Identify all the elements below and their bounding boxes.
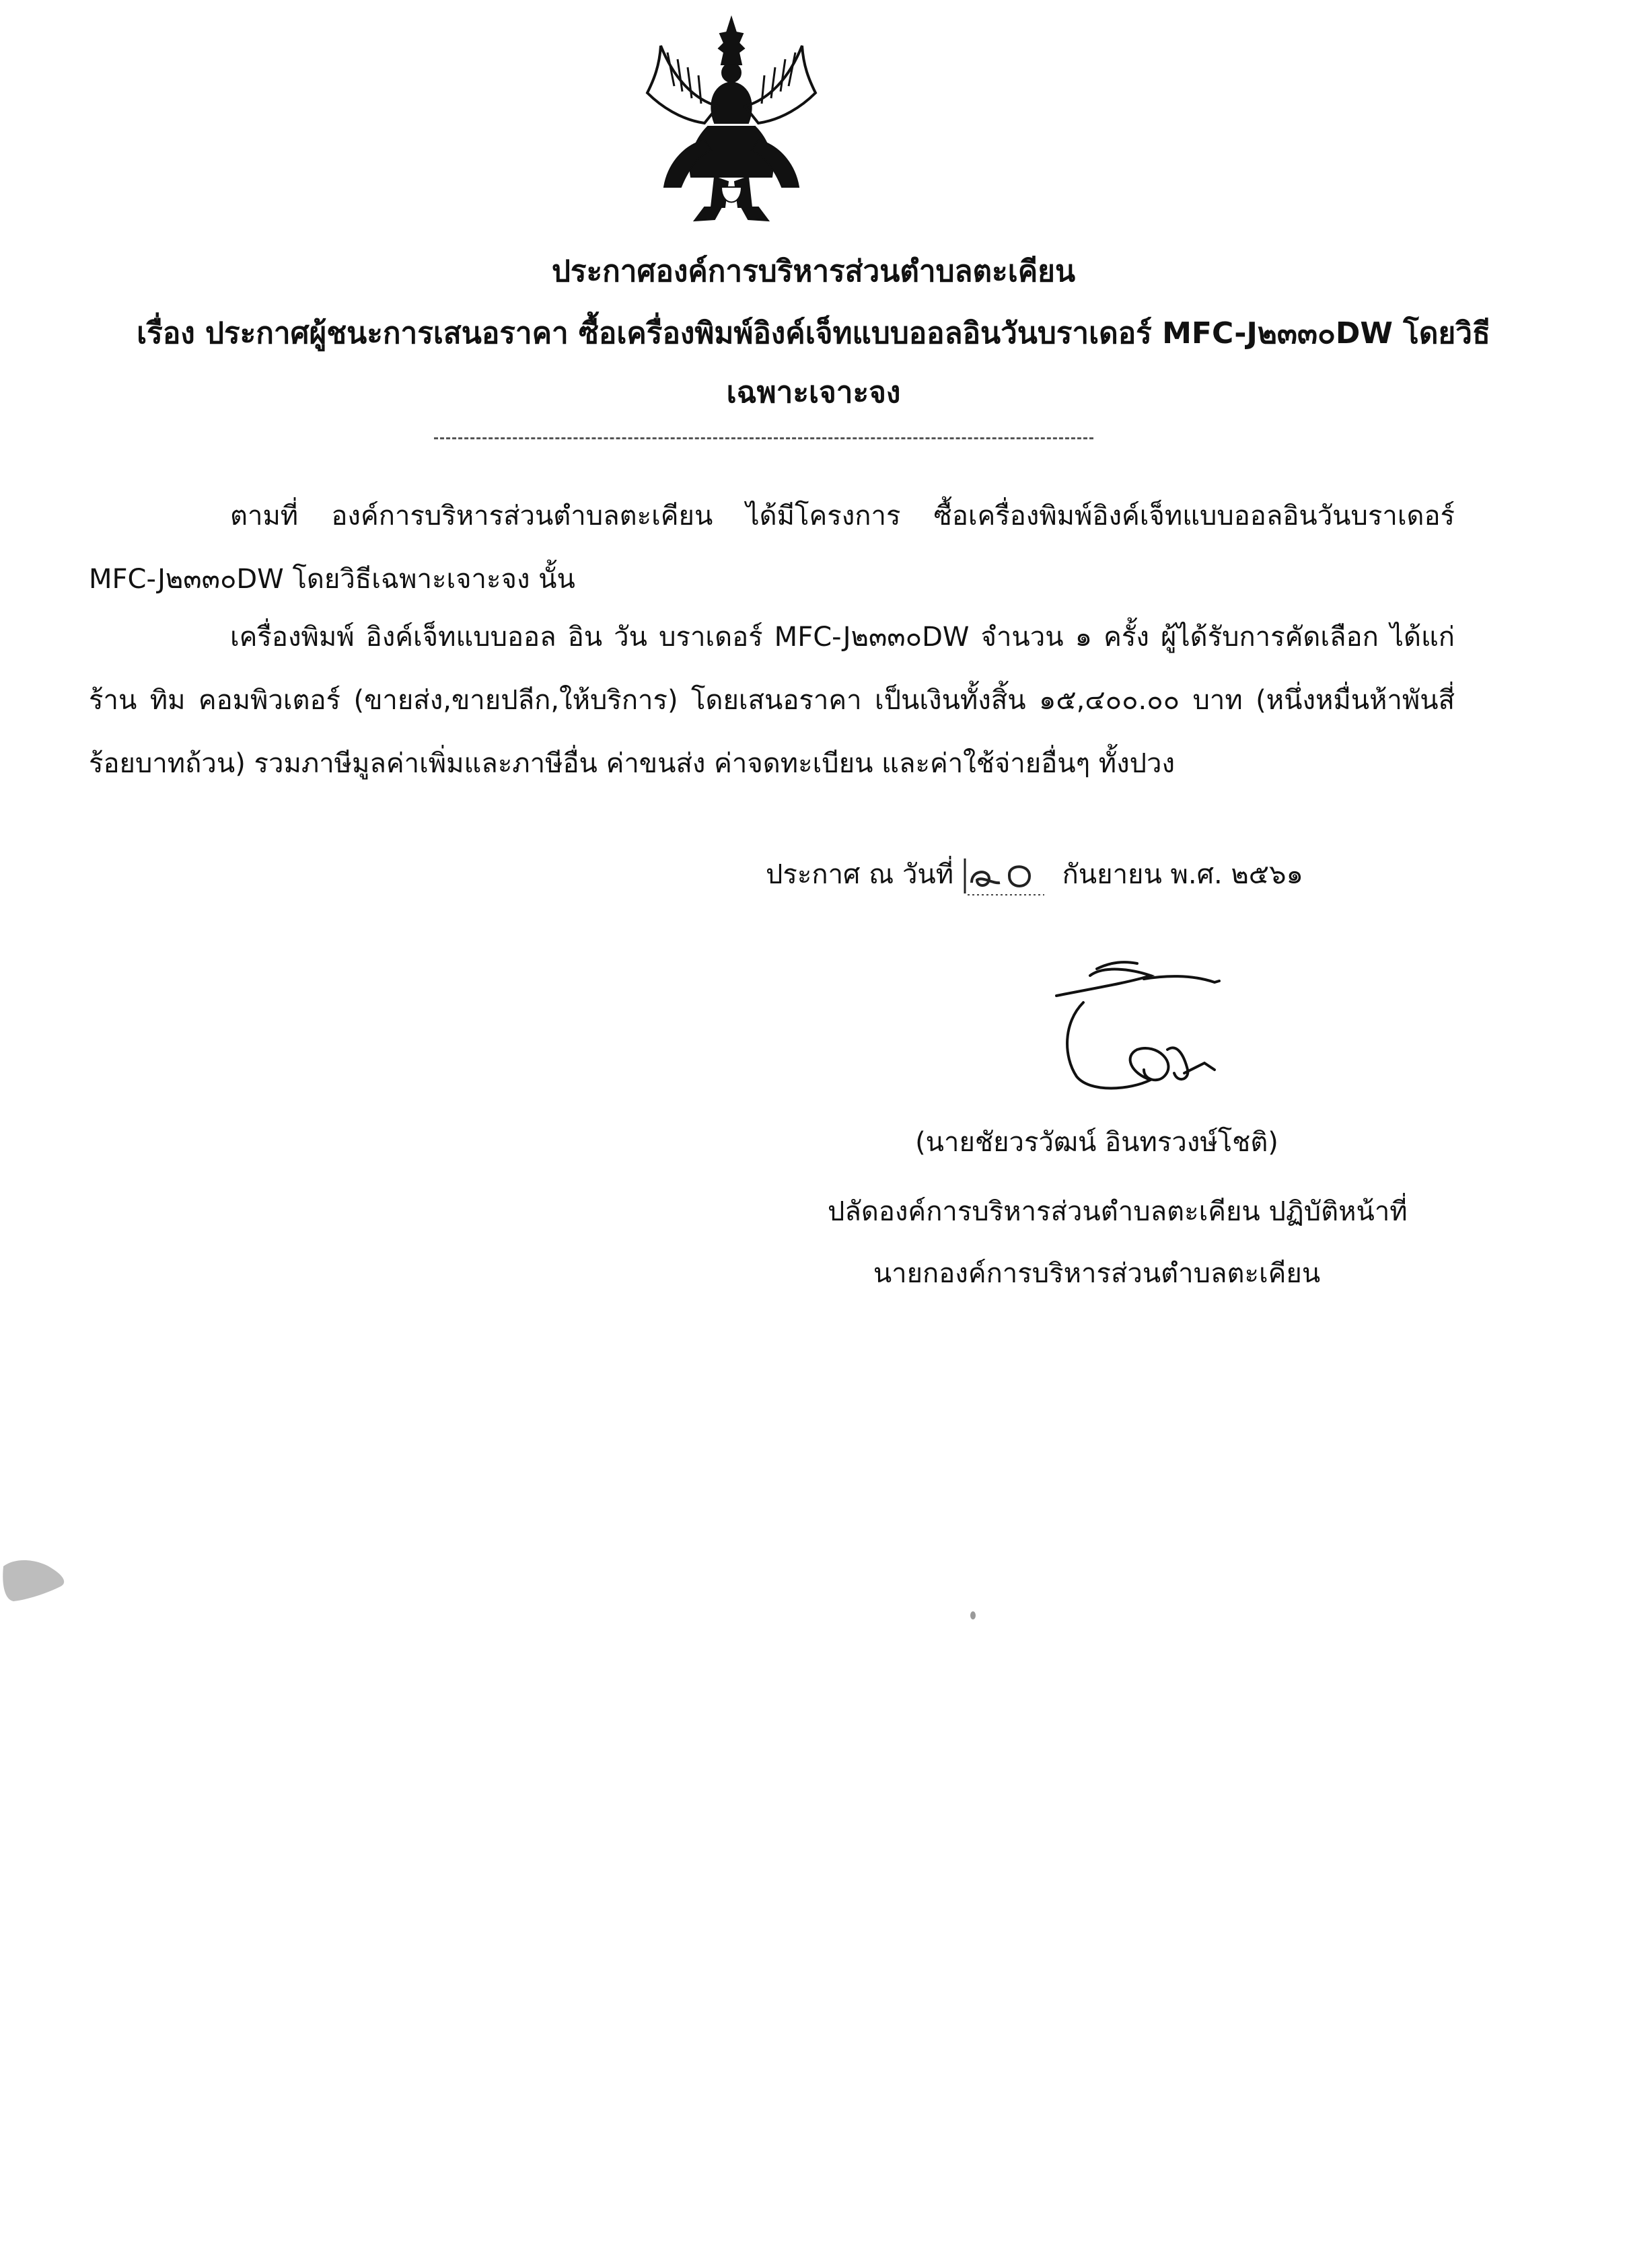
- body-paragraph-2: เครื่องพิมพ์ อิงค์เจ็ทแบบออล อิน วัน บราเดอร์ MFC-J๒๓๓๐DW จำนวน ๑ ครั้ง ผู้ได้รับการคัดเลือก ได้แก่ ร้าน ทิม คอมพิวเตอร์ (ขายส่ง,ขายปลีก,ให้บริการ) โดยเสนอราคา เป็นเงินทั้งสิ้น ๑๕,๔๐๐.๐๐ บาท (หนึ่งหมื่นห้าพันสี่ร้อยบาทถ้วน) รวมภาษีมูลค่าเพิ่มและภาษีอื่น ค่าขนส่ง ค่าจดทะเบียน และค่าใช้จ่ายอื่นๆ ทั้งปวง: [89, 622, 1455, 779]
- scan-speck: [969, 1611, 977, 1620]
- garuda-emblem-icon: [641, 5, 822, 241]
- announcement-title: ประกาศองค์การบริหารส่วนตำบลตะเคียน: [551, 254, 1076, 289]
- body-paragraph-1: ตามที่ องค์การบริหารส่วนตำบลตะเคียน ได้มีโครงการ ซื้อเครื่องพิมพ์อิงค์เจ็ทแบบออลอินวันบราเดอร์ MFC-J๒๓๓๐DW โดยวิธีเฉพาะเจาะจง นั้น: [89, 501, 1455, 595]
- handwritten-day: [962, 856, 1054, 896]
- announcement-subject: เรื่อง ประกาศผู้ชนะการเสนอราคา ซื้อเครื่องพิมพ์อิงค์เจ็ทแบบออลอินวันบราเดอร์ MFC-J๒๓๓๐DW โดยวิธี: [137, 316, 1490, 351]
- date-suffix: กันยายน พ.ศ. ๒๕๖๑: [1062, 859, 1303, 890]
- date-prefix: ประกาศ ณ วันที่: [766, 859, 954, 890]
- signatory-title-1: ปลัดองค์การบริหารส่วนตำบลตะเคียน ปฏิบัติหน้าที่: [828, 1196, 1408, 1227]
- announcement-date: [766, 854, 1303, 896]
- signatory-name: (นายชัยวรวัฒน์ อินทรวงษ์โชติ): [915, 1127, 1278, 1158]
- signatory-title-2: นายกองค์การบริหารส่วนตำบลตะเคียน: [873, 1258, 1321, 1289]
- announcement-subject-continued: เฉพาะเจาะจง: [726, 375, 901, 410]
- dashed-separator: [434, 437, 1093, 439]
- handwritten-signature: [1050, 955, 1252, 1097]
- scan-smudge: [0, 1553, 74, 1607]
